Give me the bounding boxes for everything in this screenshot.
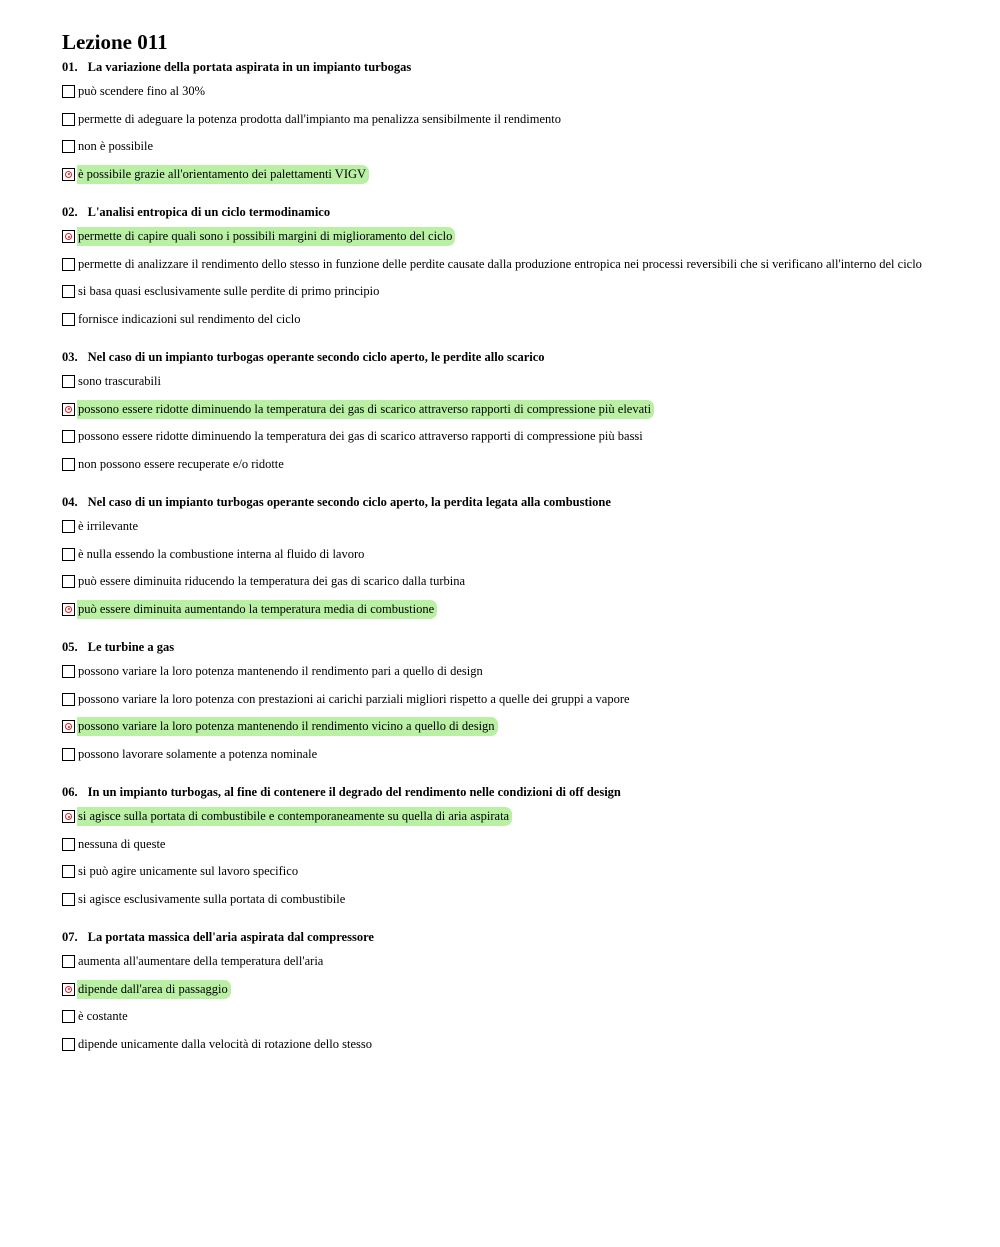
answer-option-text: possono variare la loro potenza mantenendo il rendimento vicino a quello di design — [77, 717, 498, 736]
answer-option-text: permette di capire quali sono i possibili margini di miglioramento del ciclo — [77, 227, 455, 246]
answer-option[interactable] — [62, 78, 962, 106]
answer-option[interactable] — [62, 686, 962, 714]
question-spacer — [62, 478, 962, 492]
answer-option[interactable] — [62, 451, 962, 479]
answer-option-text: è costante — [78, 1009, 128, 1024]
checkbox-icon[interactable] — [62, 285, 75, 298]
answer-option[interactable] — [62, 251, 962, 279]
checked-checkbox-icon[interactable] — [62, 720, 75, 733]
question-number: 01. — [62, 60, 78, 74]
answer-option[interactable] — [62, 741, 962, 769]
question-text: La variazione della portata aspirata in un impianto turbogas — [87, 60, 412, 74]
answer-option[interactable] — [62, 161, 962, 189]
answer-option-text: si basa quasi esclusivamente sulle perdite di primo principio — [78, 284, 380, 299]
checked-checkbox-icon[interactable] — [62, 983, 75, 996]
checkbox-icon[interactable] — [62, 748, 75, 761]
question-spacer — [62, 188, 962, 202]
checkbox-icon[interactable] — [62, 85, 75, 98]
answer-option-text: si può agire unicamente sul lavoro specifico — [78, 864, 299, 879]
answer-option[interactable] — [62, 1031, 962, 1059]
answer-option[interactable] — [62, 306, 962, 334]
answer-option-text: dipende unicamente dalla velocità di rotazione dello stesso — [78, 1036, 372, 1051]
answer-option-text: aumenta all'aumentare della temperatura dell'aria — [78, 954, 324, 969]
answer-option-text: non possono essere recuperate e/o ridotte — [78, 456, 284, 471]
answer-option-text: possono variare la loro potenza mantenendo il rendimento pari a quello di design — [78, 664, 483, 679]
question-number: 06. — [62, 785, 78, 799]
question-number: 05. — [62, 640, 78, 654]
answer-option-text: permette di analizzare il rendimento dello stesso in funzione delle perdite causate dalla produzione entropica nei processi reversibili che si verificano all'interno del ciclo — [78, 256, 922, 271]
answer-option-text: è irrilevante — [78, 519, 139, 534]
checked-checkbox-icon[interactable] — [62, 403, 75, 416]
question-heading — [62, 927, 962, 948]
checkbox-icon[interactable] — [62, 955, 75, 968]
checked-checkbox-icon[interactable] — [62, 168, 75, 181]
question-2 — [62, 202, 962, 347]
question-heading — [62, 782, 962, 803]
answer-option[interactable] — [62, 396, 962, 424]
question-text: In un impianto turbogas, al fine di contenere il degrado del rendimento nelle condizioni di off design — [87, 785, 621, 799]
checkbox-icon[interactable] — [62, 548, 75, 561]
answer-option-text: possono essere ridotte diminuendo la temperatura dei gas di scarico attraverso rapporti di compressione più elevati — [77, 400, 654, 419]
quiz-page — [62, 30, 962, 1058]
answer-option[interactable] — [62, 106, 962, 134]
checkbox-icon[interactable] — [62, 140, 75, 153]
answer-option[interactable] — [62, 596, 962, 624]
checkbox-icon[interactable] — [62, 865, 75, 878]
checkbox-icon[interactable] — [62, 113, 75, 126]
question-5 — [62, 637, 962, 782]
question-number: 04. — [62, 495, 78, 509]
answer-option[interactable] — [62, 976, 962, 1004]
checked-checkbox-icon[interactable] — [62, 230, 75, 243]
question-7 — [62, 927, 962, 1058]
question-spacer — [62, 333, 962, 347]
checked-checkbox-icon[interactable] — [62, 603, 75, 616]
question-number: 07. — [62, 930, 78, 944]
answer-option-text: si agisce esclusivamente sulla portata di combustibile — [78, 891, 346, 906]
question-1 — [62, 57, 962, 202]
question-spacer — [62, 623, 962, 637]
lesson-title: Lezione 011 — [62, 30, 168, 54]
answer-option-text: si agisce sulla portata di combustibile e contemporaneamente su quella di aria aspirata — [77, 807, 512, 826]
checkbox-icon[interactable] — [62, 575, 75, 588]
checkbox-icon[interactable] — [62, 375, 75, 388]
question-heading — [62, 637, 962, 658]
answer-option[interactable] — [62, 513, 962, 541]
answer-option-text: è possibile grazie all'orientamento dei palettamenti VIGV — [77, 165, 369, 184]
question-spacer — [62, 768, 962, 782]
checkbox-icon[interactable] — [62, 313, 75, 326]
question-text: Le turbine a gas — [87, 640, 175, 654]
answer-option[interactable] — [62, 886, 962, 914]
answer-option-text: non è possibile — [78, 139, 153, 154]
question-4 — [62, 492, 962, 637]
question-text: Nel caso di un impianto turbogas operante secondo ciclo aperto, le perdite allo scarico — [87, 350, 545, 364]
answer-option[interactable] — [62, 278, 962, 306]
question-text: Nel caso di un impianto turbogas operante secondo ciclo aperto, la perdita legata alla combustione — [87, 495, 611, 509]
answer-option[interactable] — [62, 803, 962, 831]
question-text: L'analisi entropica di un ciclo termodinamico — [87, 205, 331, 219]
answer-option[interactable] — [62, 223, 962, 251]
question-3 — [62, 347, 962, 492]
checkbox-icon[interactable] — [62, 1010, 75, 1023]
checkbox-icon[interactable] — [62, 258, 75, 271]
checkbox-icon[interactable] — [62, 893, 75, 906]
answer-option[interactable] — [62, 948, 962, 976]
question-number: 03. — [62, 350, 78, 364]
checkbox-icon[interactable] — [62, 520, 75, 533]
answer-option-text: nessuna di queste — [78, 836, 166, 851]
checkbox-icon[interactable] — [62, 430, 75, 443]
answer-option-text: può scendere fino al 30% — [78, 84, 206, 99]
checkbox-icon[interactable] — [62, 665, 75, 678]
answer-option[interactable] — [62, 713, 962, 741]
answer-option-text: possono essere ridotte diminuendo la temperatura dei gas di scarico attraverso rapporti di compressione più bassi — [78, 429, 643, 444]
checkbox-icon[interactable] — [62, 838, 75, 851]
question-list — [62, 57, 962, 1058]
question-heading — [62, 347, 962, 368]
answer-option[interactable] — [62, 658, 962, 686]
answer-option-text: sono trascurabili — [78, 374, 161, 389]
answer-option[interactable] — [62, 831, 962, 859]
checked-checkbox-icon[interactable] — [62, 810, 75, 823]
answer-option-text: possono variare la loro potenza con prestazioni ai carichi parziali migliori rispetto a quelle dei gruppi a vapore — [78, 691, 630, 706]
answer-option-text: può essere diminuita aumentando la temperatura media di combustione — [77, 600, 437, 619]
answer-option[interactable] — [62, 423, 962, 451]
answer-option-text: permette di adeguare la potenza prodotta dall'impianto ma penalizza sensibilmente il rendimento — [78, 111, 561, 126]
answer-option-text: possono lavorare solamente a potenza nominale — [78, 746, 318, 761]
answer-option[interactable] — [62, 368, 962, 396]
question-heading — [62, 492, 962, 513]
answer-option[interactable] — [62, 1003, 962, 1031]
answer-option[interactable] — [62, 541, 962, 569]
answer-option-text: dipende dall'area di passaggio — [77, 980, 231, 999]
answer-option-text: è nulla essendo la combustione interna al fluido di lavoro — [78, 546, 365, 561]
checkbox-icon[interactable] — [62, 1038, 75, 1051]
question-spacer — [62, 913, 962, 927]
checkbox-icon[interactable] — [62, 458, 75, 471]
answer-option[interactable] — [62, 568, 962, 596]
answer-option-text: fornisce indicazioni sul rendimento del ciclo — [78, 311, 301, 326]
question-text: La portata massica dell'aria aspirata dal compressore — [87, 930, 374, 944]
question-6 — [62, 782, 962, 927]
answer-option[interactable] — [62, 133, 962, 161]
question-heading — [62, 202, 962, 223]
answer-option-text: può essere diminuita riducendo la temperatura dei gas di scarico dalla turbina — [78, 574, 466, 589]
question-heading — [62, 57, 962, 78]
question-number: 02. — [62, 205, 78, 219]
answer-option[interactable] — [62, 858, 962, 886]
checkbox-icon[interactable] — [62, 693, 75, 706]
